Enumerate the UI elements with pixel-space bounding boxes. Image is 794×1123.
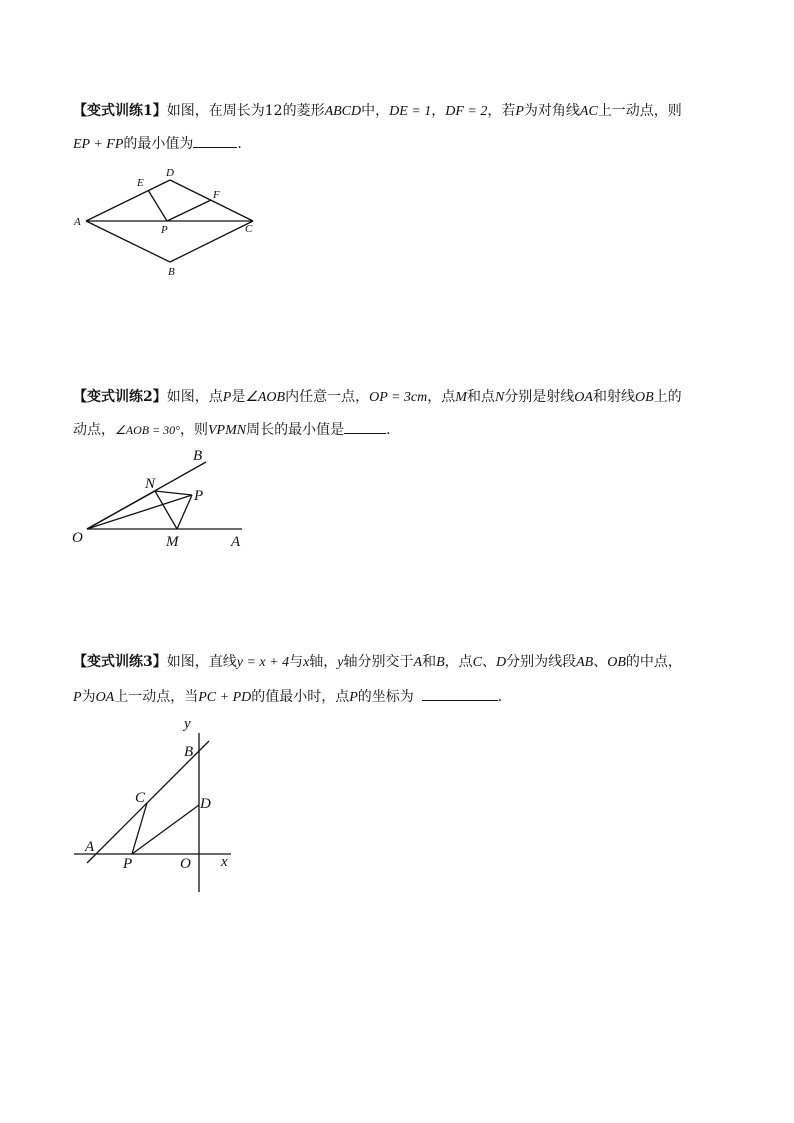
math: A: [413, 655, 423, 670]
label-N: N: [145, 476, 156, 492]
text: 动点，: [73, 422, 115, 438]
text: 和点: [466, 389, 495, 405]
label-A: A: [74, 216, 81, 228]
math: OB: [634, 390, 654, 405]
label-D: D: [166, 167, 174, 179]
text: ，若: [487, 103, 516, 119]
text: 的最小值为: [123, 136, 194, 152]
text: 、: [481, 654, 496, 670]
math: OB: [607, 655, 626, 670]
text: ，点: [427, 389, 456, 405]
label-y: y: [184, 716, 191, 732]
label-B: B: [168, 266, 175, 278]
problem-2-tag: 【变式训练2】: [73, 389, 167, 405]
label-C: C: [135, 790, 146, 806]
text: ，点: [444, 654, 473, 670]
answer-blank: [422, 686, 498, 701]
text: 周长的最小值是: [246, 422, 345, 438]
text: .: [386, 422, 391, 438]
answer-blank: [193, 133, 237, 148]
label-P: P: [194, 488, 204, 504]
label-O: O: [72, 530, 83, 546]
text: 如图，直线: [166, 654, 237, 670]
text: 和射线: [592, 389, 635, 405]
text: 内任意一点，: [285, 389, 370, 405]
math: C: [472, 655, 482, 670]
problem-1-tag: 【变式训练1】: [73, 103, 167, 119]
math: DE = 1: [389, 104, 432, 119]
math: ∠AOB: [245, 390, 286, 405]
label-P: P: [123, 856, 133, 872]
math: DF = 2: [445, 104, 488, 119]
text: 为对角线: [523, 103, 580, 119]
math: PC + PD: [198, 690, 252, 705]
problem-2-line-2: [73, 419, 391, 441]
text: 分别是射线: [504, 389, 575, 405]
math: P: [222, 390, 232, 405]
math: ABCD: [324, 104, 362, 119]
label-A: A: [85, 839, 95, 855]
math: AC: [579, 104, 598, 119]
math: P: [349, 690, 358, 705]
math: EP + FP: [73, 137, 124, 152]
math: P: [73, 690, 82, 705]
text: ，: [431, 103, 446, 119]
math: VPMN: [207, 423, 247, 438]
math: M: [455, 390, 467, 405]
problem-3-tag: 【变式训练3】: [73, 654, 167, 670]
text: 是: [231, 389, 246, 405]
math: D: [495, 655, 507, 670]
math: N: [494, 390, 505, 405]
problem-1-line-2: [73, 133, 242, 155]
text: ，则: [179, 422, 208, 438]
math: x: [303, 655, 310, 670]
text: 轴，: [309, 654, 338, 670]
text: 如图，在周长为12的菱形: [166, 103, 325, 119]
text: 的坐标为: [357, 689, 414, 705]
math: P: [515, 104, 524, 119]
label-D: D: [200, 796, 211, 812]
label-O: O: [180, 856, 191, 872]
text: 的值最小时，点: [251, 689, 350, 705]
problem-2-line-1: [73, 387, 682, 408]
problem-3-line-1: [73, 652, 682, 673]
label-A: A: [231, 534, 241, 550]
label-B: B: [184, 744, 194, 760]
label-M: M: [166, 534, 179, 550]
text: 分别为线段: [506, 654, 577, 670]
math: y = x + 4: [236, 655, 290, 670]
text: .: [497, 689, 503, 705]
label-E: E: [137, 177, 144, 189]
text: 如图，点: [166, 389, 223, 405]
text: 上一动点，则: [597, 103, 682, 119]
math: OP = 3cm: [369, 390, 428, 405]
math: y: [337, 655, 344, 670]
math: ∠AOB = 30°: [115, 423, 180, 437]
text: 中，: [361, 103, 390, 119]
label-P: P: [161, 224, 168, 236]
math: AB: [576, 655, 594, 670]
math: OA: [95, 690, 115, 705]
text: 为: [81, 689, 96, 705]
text: 上一动点，当: [114, 689, 199, 705]
text: .: [237, 136, 242, 152]
text: 的中点，: [625, 654, 682, 670]
answer-blank: [344, 419, 386, 434]
text: 和: [422, 654, 437, 670]
problem-1-line-1: [73, 101, 682, 122]
label-x: x: [221, 854, 228, 870]
problem-3-line-2: [73, 686, 502, 708]
text: 轴分别交于: [343, 654, 414, 670]
label-F: F: [213, 189, 220, 201]
label-B: B: [193, 448, 203, 464]
text: 、: [593, 654, 608, 670]
text: 上的: [653, 389, 682, 405]
text: 与: [289, 654, 304, 670]
math: OA: [574, 390, 593, 405]
math: B: [436, 655, 445, 670]
label-C: C: [245, 223, 253, 235]
